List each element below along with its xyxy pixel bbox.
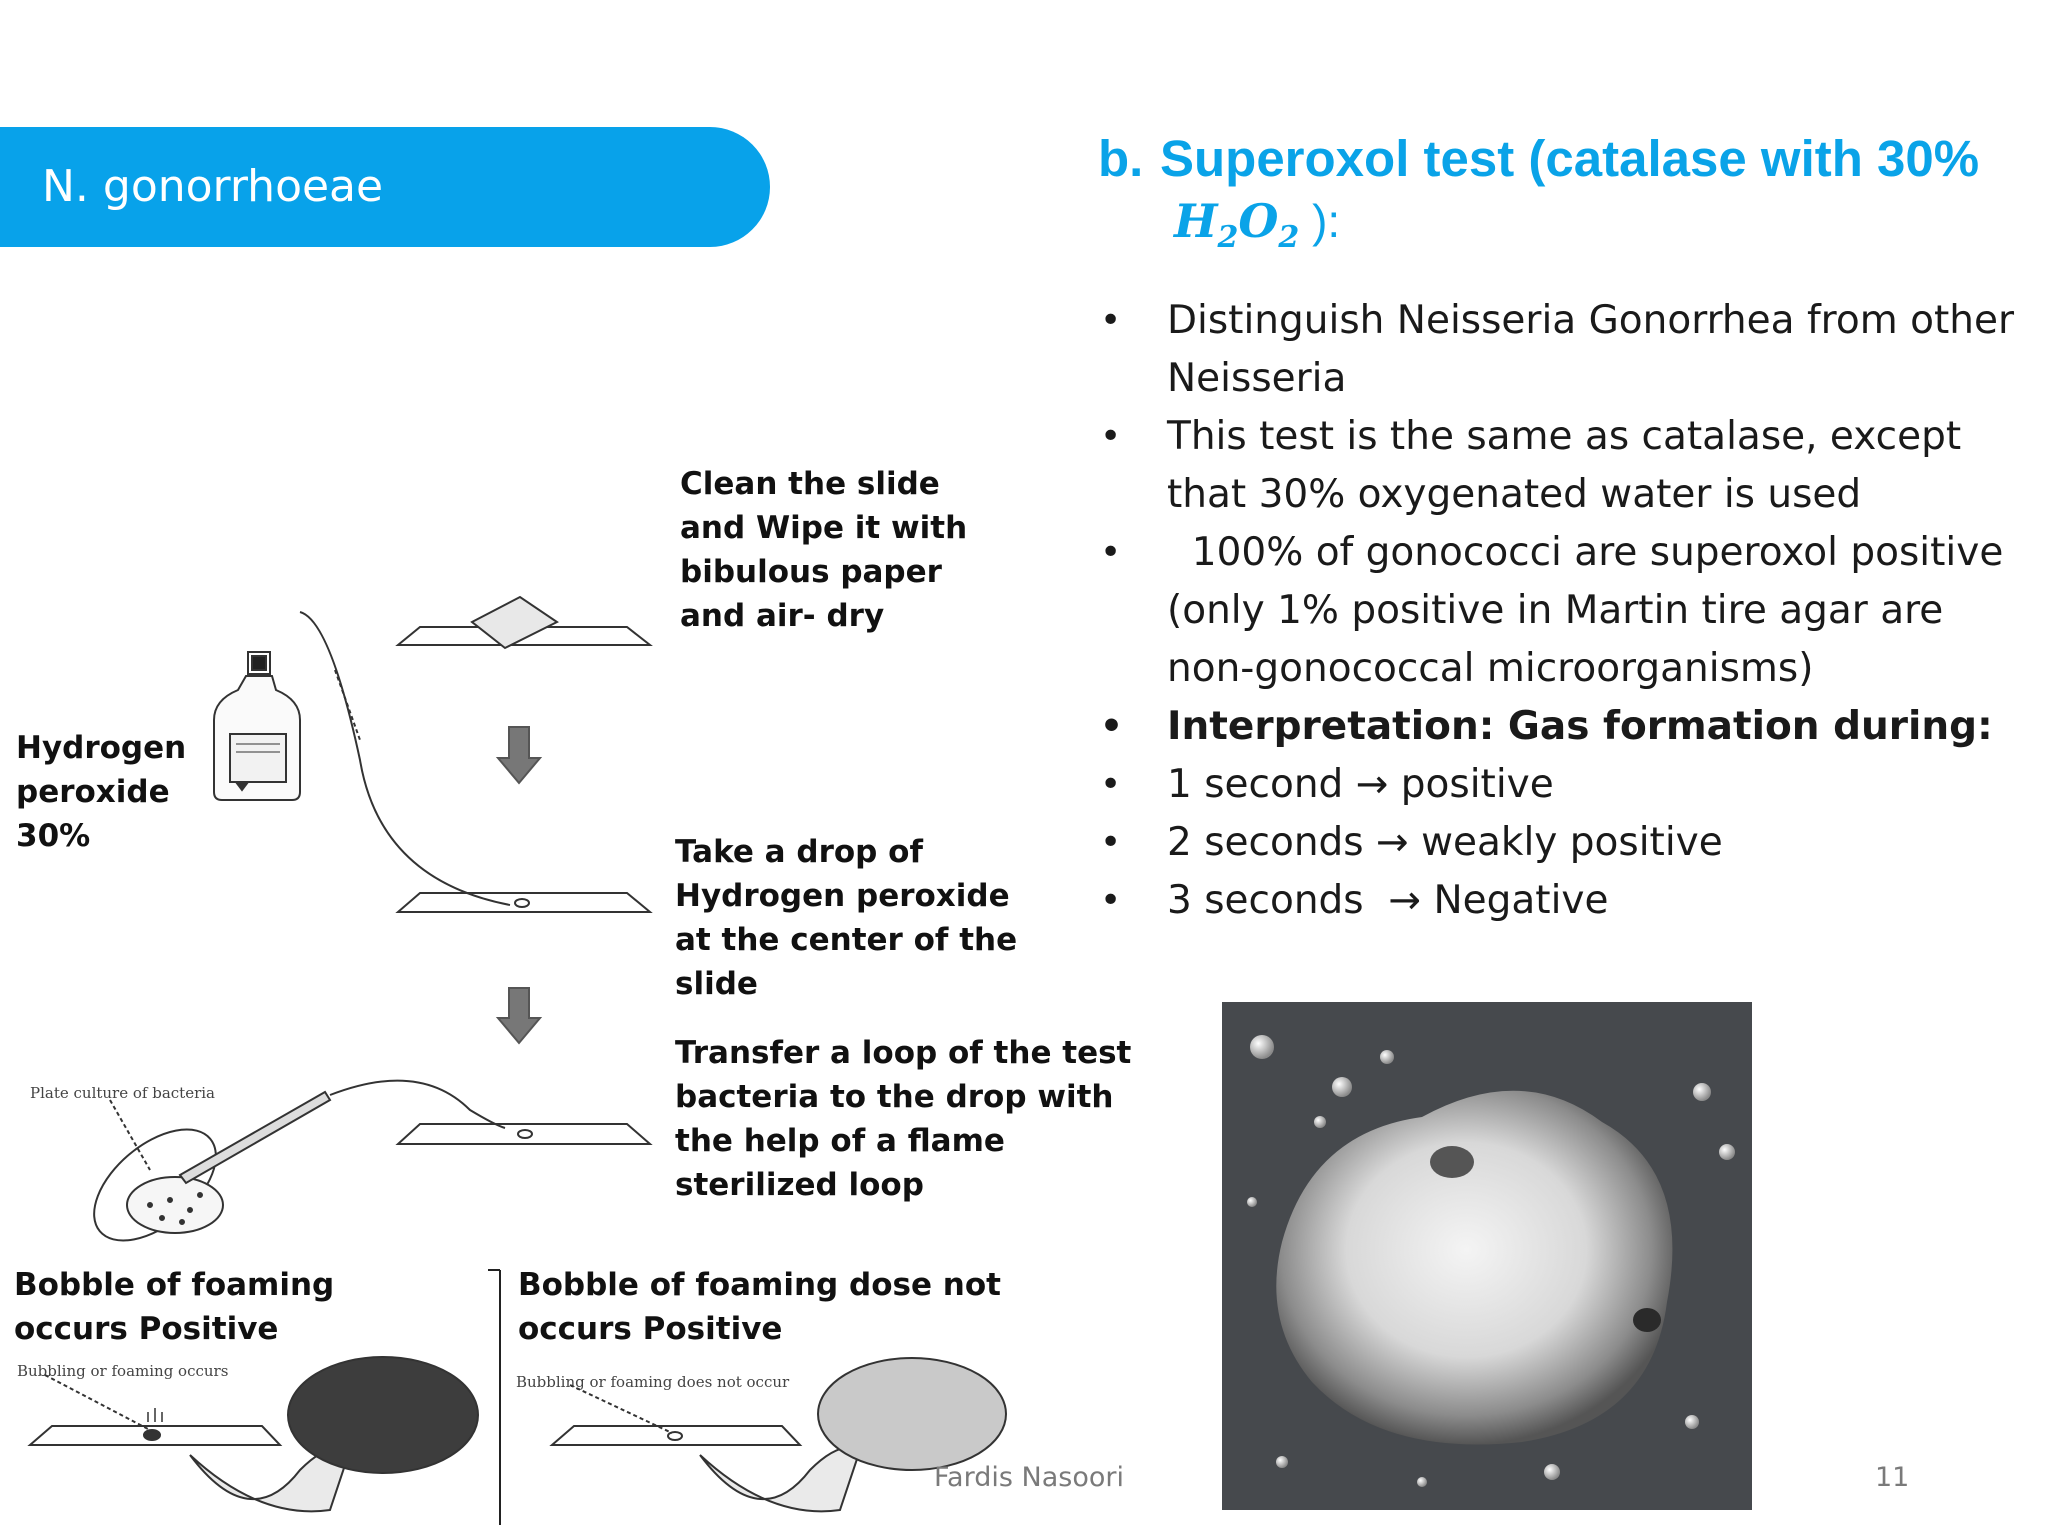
positive-result-icon (30, 1357, 478, 1511)
step-clean-slide-label: Clean the slide and Wipe it with bibulous paper and air- dry (680, 466, 968, 634)
slide-with-drop-icon (398, 893, 650, 912)
foam-bubbles-image (1222, 1002, 1752, 1510)
plate-culture-icon (74, 1100, 236, 1262)
hydrogen-peroxide-bottle-icon (214, 652, 300, 800)
bullet-item-interpretation: • Interpretation: Gas formation during: (1100, 698, 2040, 756)
banner-label: N. gonorrhoeae (42, 161, 384, 212)
page-number: 11 (1875, 1462, 1910, 1493)
bullet-dot: • (1100, 416, 1122, 457)
bullet-item: • 100% of gonococci are superoxol positive (only 1% positive in Martin tire agar are non-gonococcal microorganisms) (1100, 524, 2040, 698)
slide-with-drop-icon (398, 1124, 650, 1144)
bullet-dot: • (1100, 880, 1122, 921)
down-arrow-icon (498, 988, 540, 1043)
bullet-item: • 2 seconds → weakly positive (1100, 814, 2040, 872)
bullet-item: • Distinguish Neisseria Gonorrhea from other Neisseria (1100, 292, 2040, 408)
footer-author: Fardis Nasoori (934, 1462, 1124, 1493)
step-transfer-label: Transfer a loop of the test bacteria to the drop with the help of a flame sterilized loop (675, 1035, 1132, 1203)
result-positive-title: Bobble of foaming occurs Positive (14, 1267, 335, 1347)
reagent-label: Hydrogen peroxide 30% (16, 730, 187, 854)
title-text: Superoxol test (catalase with 30% (1160, 130, 1980, 187)
bullet-item: • This test is the same as catalase, except that 30% oxygenated water is used (1100, 408, 2040, 524)
bullet-dot: • (1100, 532, 1122, 573)
inoculating-loop-icon (180, 1081, 505, 1183)
bullet-dot: • (1100, 706, 1124, 747)
bullet-list (1100, 292, 2040, 930)
foaming-photo (1222, 1002, 1752, 1510)
slide-icon (398, 597, 650, 648)
plate-caption: Plate culture of bacteria (30, 1084, 215, 1102)
bullet-dot: • (1100, 764, 1122, 805)
bullet-dot: • (1100, 822, 1122, 863)
negative-caption: Bubbling or foaming does not occur (516, 1373, 790, 1391)
bullet-item: • 3 seconds → Negative (1100, 872, 2040, 930)
bullet-item: • 1 second → positive (1100, 756, 2040, 814)
title-formula: $H_2O_2$ ): (1174, 194, 1341, 256)
pipette-icon (300, 612, 510, 905)
bullet-dot: • (1100, 300, 1122, 341)
slide-title (1098, 128, 2028, 269)
result-negative-title: Bobble of foaming dose not occurs Positive (518, 1267, 1001, 1347)
positive-caption: Bubbling or foaming occurs (17, 1362, 229, 1380)
down-arrow-icon (498, 727, 540, 783)
title-letter: b. (1098, 130, 1144, 187)
step-drop-label: Take a drop of Hydrogen peroxide at the center of the slide (675, 834, 1018, 1002)
